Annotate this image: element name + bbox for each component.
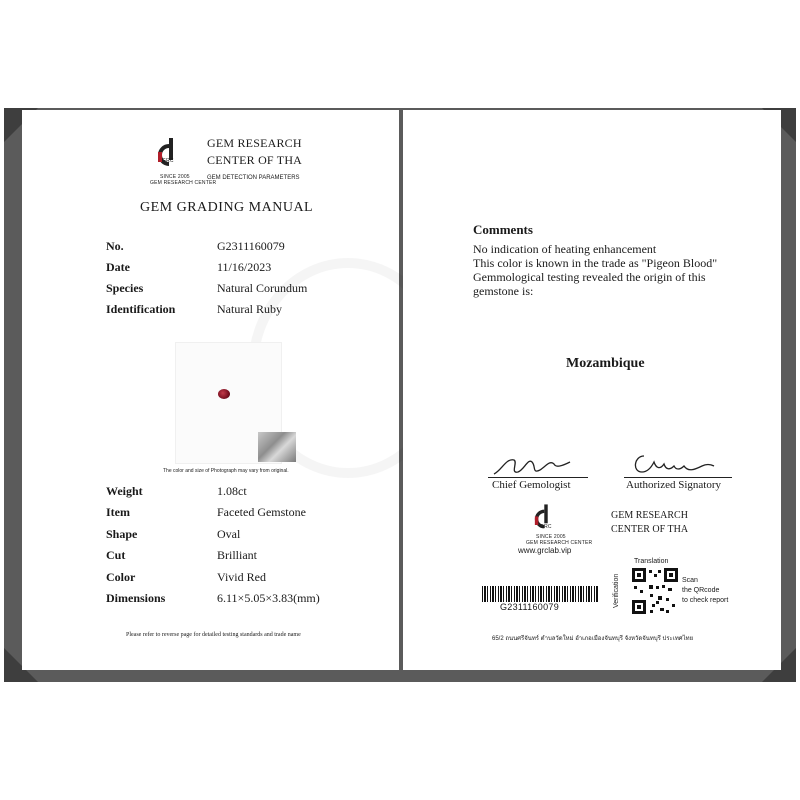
org-name-right-line1: GEM RESEARCH	[611, 510, 688, 521]
field-value-species: Natural Corundum	[217, 281, 308, 295]
field-value-identification: Natural Ruby	[217, 302, 282, 316]
org-name-line2: CENTER OF THA	[207, 153, 303, 167]
field-value-dimensions: 6.11×5.05×3.83(mm)	[217, 591, 320, 605]
comment-line-3: Gemmological testing revealed the origin of this	[473, 270, 706, 284]
barcode-number: G2311160079	[500, 602, 560, 612]
field-label-dimensions: Dimensions	[106, 591, 166, 605]
logo-since: SINCE 2005	[160, 174, 190, 180]
signature-line-left	[488, 477, 588, 478]
qr-scan-line2: the QRcode	[682, 587, 720, 594]
hologram-sticker	[258, 432, 296, 462]
qr-verification-label: Verification	[613, 573, 620, 608]
logo-abbr-right: GRC	[540, 524, 552, 530]
field-label-shape: Shape	[106, 527, 138, 541]
org-subtitle: GEM DETECTION PARAMETERS	[207, 175, 300, 181]
field-value-cut: Brilliant	[217, 548, 257, 562]
logo-center-right: GEM RESEARCH CENTER	[526, 540, 593, 546]
field-label-species: Species	[106, 281, 144, 295]
authorized-signatory-label: Authorized Signatory	[626, 479, 722, 491]
signature-line-right	[624, 477, 732, 478]
grc-logo-icon	[150, 138, 192, 172]
org-name-line1: GEM RESEARCH	[207, 136, 302, 150]
chief-gemologist-label: Chief Gemologist	[492, 479, 571, 491]
field-value-no: G2311160079	[217, 239, 285, 253]
field-value-color: Vivid Red	[217, 570, 266, 584]
comments-heading: Comments	[473, 222, 533, 237]
field-label-no: No.	[106, 239, 124, 253]
comment-line-2: This color is known in the trade as "Pigeon Blood"	[473, 256, 718, 270]
qr-translation-label: Translation	[634, 558, 669, 565]
comment-line-1: No indication of heating enhancement	[473, 242, 657, 256]
photo-note: The color and size of Photograph may vary from original.	[163, 468, 289, 474]
qr-scan-line1: Scan	[682, 577, 698, 584]
field-label-identification: Identification	[106, 302, 176, 316]
field-label-date: Date	[106, 260, 130, 274]
logo-abbr: GRC	[162, 158, 174, 164]
org-name-right-line2: CENTER OF THA	[611, 524, 689, 535]
field-value-item: Faceted Gemstone	[217, 505, 306, 519]
origin-country: Mozambique	[566, 356, 645, 371]
logo-center: GEM RESEARCH CENTER	[150, 180, 217, 186]
ruby-gem-image	[218, 389, 230, 399]
field-value-shape: Oval	[217, 527, 241, 541]
reverse-page-note: Please refer to reverse page for detailed testing standards and trade name	[126, 632, 301, 638]
page-title: GEM GRADING MANUAL	[140, 200, 314, 215]
field-label-item: Item	[106, 505, 130, 519]
comment-line-4: gemstone is:	[473, 284, 534, 298]
logo-since-right: SINCE 2005	[536, 534, 566, 540]
field-value-weight: 1.08ct	[217, 484, 247, 498]
address-line: 65/2 ถนนศรีจันทร์ ตำบลวัดใหม่ อำเภอเมืองจันทบุรี จังหวัดจันทบุรี ประเทศไทย	[492, 636, 694, 642]
field-label-color: Color	[106, 570, 136, 584]
field-label-weight: Weight	[106, 484, 143, 498]
qr-scan-line3: to check report	[682, 597, 729, 604]
field-value-date: 11/16/2023	[217, 260, 272, 274]
field-label-cut: Cut	[106, 548, 126, 562]
barcode-icon	[482, 586, 598, 602]
website-link[interactable]: www.grclab.vip	[518, 546, 572, 555]
qr-code-icon[interactable]	[632, 568, 678, 614]
